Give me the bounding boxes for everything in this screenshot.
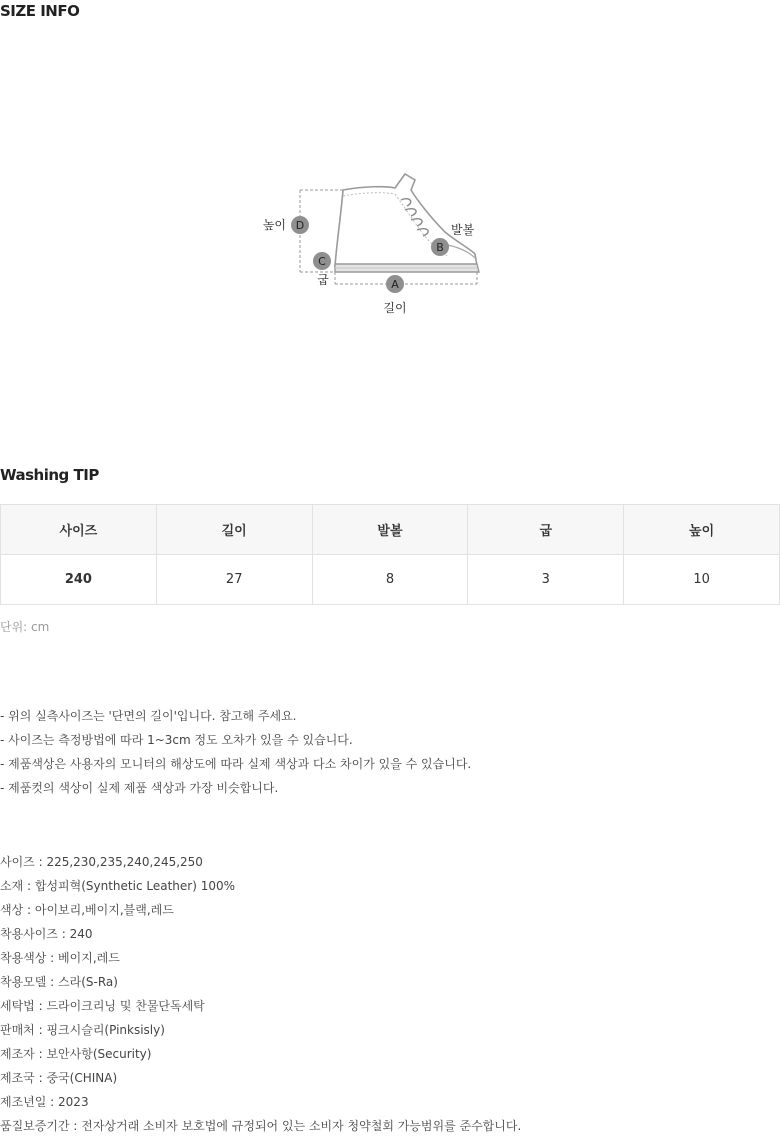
- spec-country: 제조국 : 중국(CHINA): [0, 1071, 118, 1085]
- label-ball: 발볼: [451, 223, 475, 237]
- size-info-title: SIZE INFO: [0, 2, 80, 20]
- label-length: 길이: [383, 301, 407, 315]
- svg-text:B: B: [436, 241, 444, 254]
- badge-d: [291, 216, 309, 234]
- spec-worn-size: 착용사이즈 : 240: [0, 927, 93, 941]
- cell-heel: 3: [468, 555, 624, 605]
- svg-text:C: C: [318, 255, 326, 268]
- shoe-size-diagram: [255, 160, 495, 330]
- badge-a: [386, 275, 404, 293]
- header-size: 사이즈: [1, 505, 157, 555]
- spec-year: 제조년일 : 2023: [0, 1095, 89, 1109]
- table-row: [1, 555, 780, 605]
- label-height: 높이: [262, 218, 286, 232]
- badge-c: [313, 252, 331, 270]
- cell-length: 27: [156, 555, 312, 605]
- spec-seller: 판매처 : 핑크시슬리(Pinksisly): [0, 1023, 165, 1037]
- note-item: - 제품컷의 색상이 실제 제품 색상과 가장 비슷합니다.: [0, 781, 279, 795]
- spec-manufacturer: 제조자 : 보안사항(Security): [0, 1047, 152, 1061]
- header-length: 길이: [156, 505, 312, 555]
- header-ball: 발볼: [312, 505, 468, 555]
- cell-ball: 8: [312, 555, 468, 605]
- spec-warranty: 품질보증기간 : 전자상거래 소비자 보호법에 규정되어 있는 소비자 청약철회 가능범위를 준수합니다.: [0, 1119, 522, 1133]
- spec-worn-color: 착용색상 : 베이지,레드: [0, 951, 120, 965]
- size-table-header-row: [1, 505, 780, 555]
- cell-height: 10: [624, 555, 780, 605]
- notes-list: [0, 704, 471, 800]
- label-heel: 굽: [317, 273, 329, 287]
- cell-size: 240: [1, 555, 157, 605]
- spec-model: 착용모델 : 스라(S-Ra): [0, 975, 118, 989]
- note-item: - 위의 실측사이즈는 '단면의 길이'입니다. 참고해 주세요.: [0, 709, 297, 723]
- washing-tip-title: Washing TIP: [0, 466, 99, 484]
- svg-text:D: D: [295, 219, 305, 232]
- header-heel: 굽: [468, 505, 624, 555]
- header-height: 높이: [624, 505, 780, 555]
- spec-color: 색상 : 아이보리,베이지,블랙,레드: [0, 903, 174, 917]
- product-specs: [0, 850, 521, 1137]
- unit-note: 단위: cm: [0, 620, 50, 634]
- spec-material: 소재 : 합성피혁(Synthetic Leather) 100%: [0, 879, 236, 893]
- spec-size: 사이즈 : 225,230,235,240,245,250: [0, 855, 203, 869]
- shoe-upper: [335, 174, 477, 266]
- svg-text:A: A: [391, 278, 399, 291]
- shoe-diagram-svg: [255, 160, 495, 330]
- badge-b: [431, 238, 449, 256]
- size-table: [0, 504, 780, 605]
- note-item: - 제품색상은 사용자의 모니터의 해상도에 따라 실제 색상과 다소 차이가 있을 수 있습니다.: [0, 757, 472, 771]
- spec-washing: 세탁법 : 드라이크리닝 및 찬물단독세탁: [0, 999, 205, 1013]
- note-item: - 사이즈는 측정방법에 따라 1~3cm 정도 오차가 있을 수 있습니다.: [0, 733, 353, 747]
